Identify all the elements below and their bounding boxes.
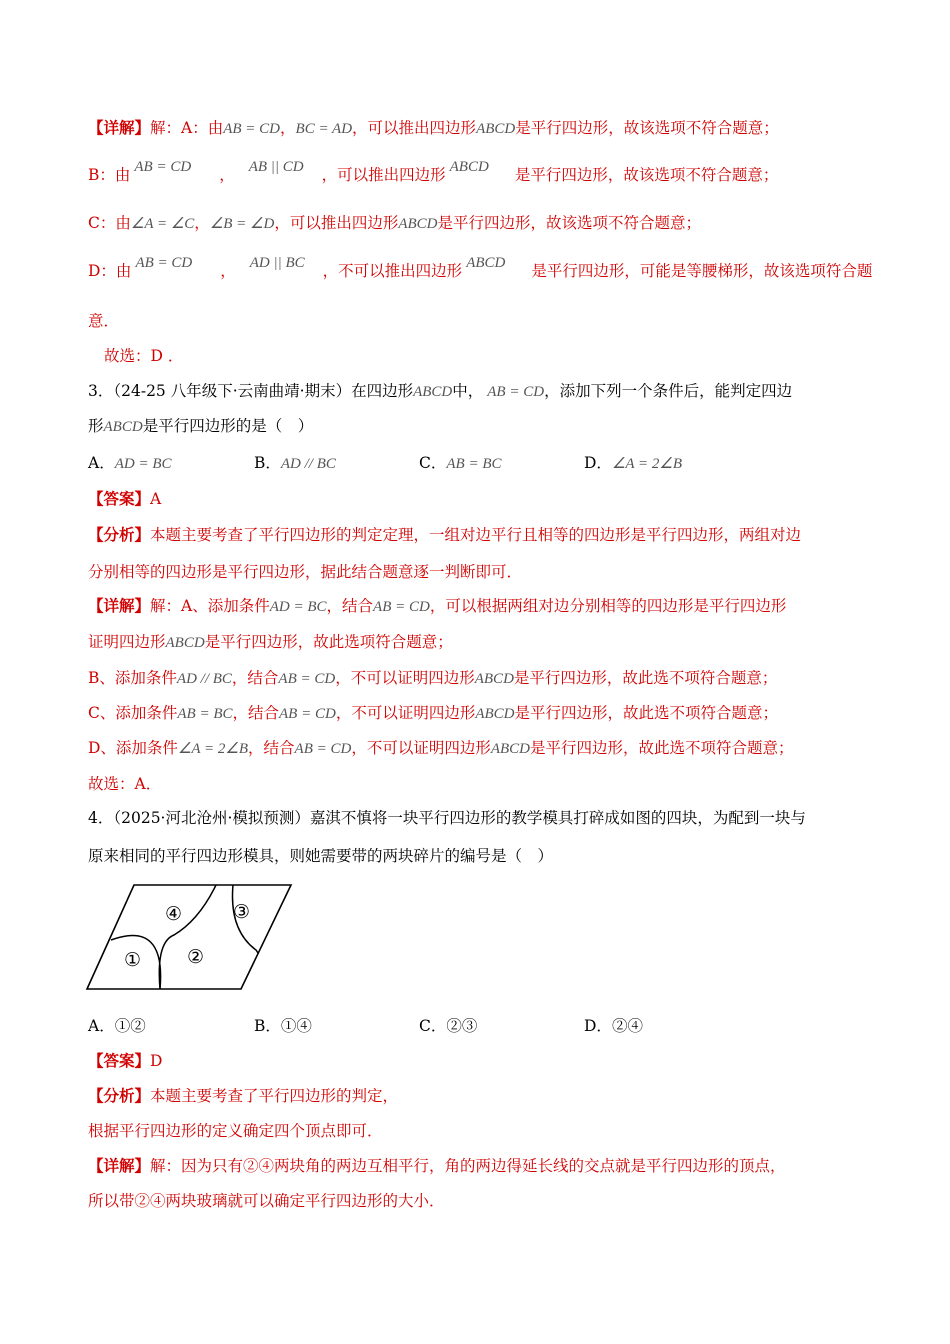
q3-detail-a2: 证明四边形ABCD是平行四边形，故此选项符合题意； bbox=[88, 633, 453, 651]
parallelogram-outline bbox=[87, 885, 291, 989]
q2-detail-line-d2: 意． bbox=[88, 312, 120, 330]
piece-label-2: ② bbox=[187, 946, 205, 968]
q4-stem-line2: 原来相同的平行四边形模具，则她需要带的两块碎片的编号是（ ） bbox=[88, 847, 554, 865]
q4-option-a[interactable]: A．①② bbox=[88, 1017, 146, 1035]
q3-analysis-line1: 【分析】本题主要考查了平行四边形的判定定理，一组对边平行且相等的四边形是平行四边形，两组对边 bbox=[88, 525, 802, 544]
crack-piece-2-4 bbox=[159, 885, 216, 989]
q4-option-d[interactable]: D．②④ bbox=[584, 1017, 643, 1035]
q4-option-b[interactable]: B．①④ bbox=[254, 1017, 312, 1035]
q3-detail-d: D、添加条件∠A = 2∠B，结合AB = CD，不可以证明四边形ABCD是平行四边形，故此选不项符合题意； bbox=[88, 739, 794, 757]
q3-answer: 【答案】A bbox=[88, 489, 162, 508]
q3-analysis-line2: 分别相等的四边形是平行四边形，据此结合题意逐一判断即可． bbox=[88, 563, 523, 581]
q4-detail-line2: 所以带②④两块玻璃就可以确定平行四边形的大小． bbox=[88, 1192, 445, 1210]
q3-detail-a1: 【详解】解：A、添加条件AD = BC，结合AB = CD，可以根据两组对边分别相等的四边形是平行四边形 bbox=[88, 596, 787, 615]
piece-label-3: ③ bbox=[233, 901, 251, 923]
q3-option-b[interactable]: B．AD // BC bbox=[254, 454, 336, 472]
broken-parallelogram-figure bbox=[84, 880, 296, 995]
q4-detail-line1: 【详解】解：因为只有②④两块角的两边互相平行，角的两边得延长线的交点就是平行四边形的顶点， bbox=[88, 1156, 786, 1175]
q2-detail-line-b: B：由 AB = CD ， AB || CD ，可以推出四边形 ABCD 是平行四边形，故该选项不符合题意； bbox=[88, 159, 779, 184]
q3-option-a[interactable]: A．AD = BC bbox=[88, 454, 172, 472]
q2-detail-line-d: D：由 AB = CD ， AD || BC ，不可以推出四边形 ABCD 是平行四边形，可能是等腰梯形，故该选项符合题 bbox=[88, 255, 873, 280]
q3-detail-b: B、添加条件AD // BC，结合AB = CD，不可以证明四边形ABCD是平行四边形，故此选不项符合题意； bbox=[88, 669, 778, 687]
q2-detail-line-a: 【详解】解：A：由AB = CD，BC = AD，可以推出四边形ABCD是平行四边形，故该选项不符合题意； bbox=[88, 118, 779, 137]
q3-stem-line1: 3．（24-25 八年级下·云南曲靖·期末）在四边形ABCD中， AB = CD，添加下列一个条件后，能判定四边 bbox=[88, 382, 793, 400]
piece-label-4: ④ bbox=[165, 903, 183, 925]
q3-option-c[interactable]: C．AB = BC bbox=[419, 454, 502, 472]
q4-stem-line1: 4．（2025·河北沧州·模拟预测）嘉淇不慎将一块平行四边形的教学模具打碎成如图的四块，为配到一块与 bbox=[88, 809, 806, 827]
piece-label-1: ① bbox=[124, 949, 142, 971]
q4-option-c[interactable]: C．②③ bbox=[419, 1017, 478, 1035]
q3-detail-c: C、添加条件AB = BC，结合AB = CD，不可以证明四边形ABCD是平行四边形，故此选不项符合题意； bbox=[88, 704, 779, 722]
q4-analysis-line1: 【分析】本题主要考查了平行四边形的判定， bbox=[88, 1086, 399, 1105]
q2-detail-line-c: C：由∠A = ∠C，∠B = ∠D，可以推出四边形ABCD是平行四边形，故该选项不符合题意； bbox=[88, 214, 702, 232]
q3-stem-line2: 形ABCD是平行四边形的是（ ） bbox=[88, 417, 314, 435]
q2-choose: 故选：D ． bbox=[104, 347, 184, 365]
q3-choose: 故选：A． bbox=[88, 775, 162, 793]
q3-option-d[interactable]: D．∠A = 2∠B bbox=[584, 454, 683, 472]
q4-analysis-line2: 根据平行四边形的定义确定四个顶点即可． bbox=[88, 1122, 383, 1140]
q4-answer: 【答案】D bbox=[88, 1051, 163, 1070]
